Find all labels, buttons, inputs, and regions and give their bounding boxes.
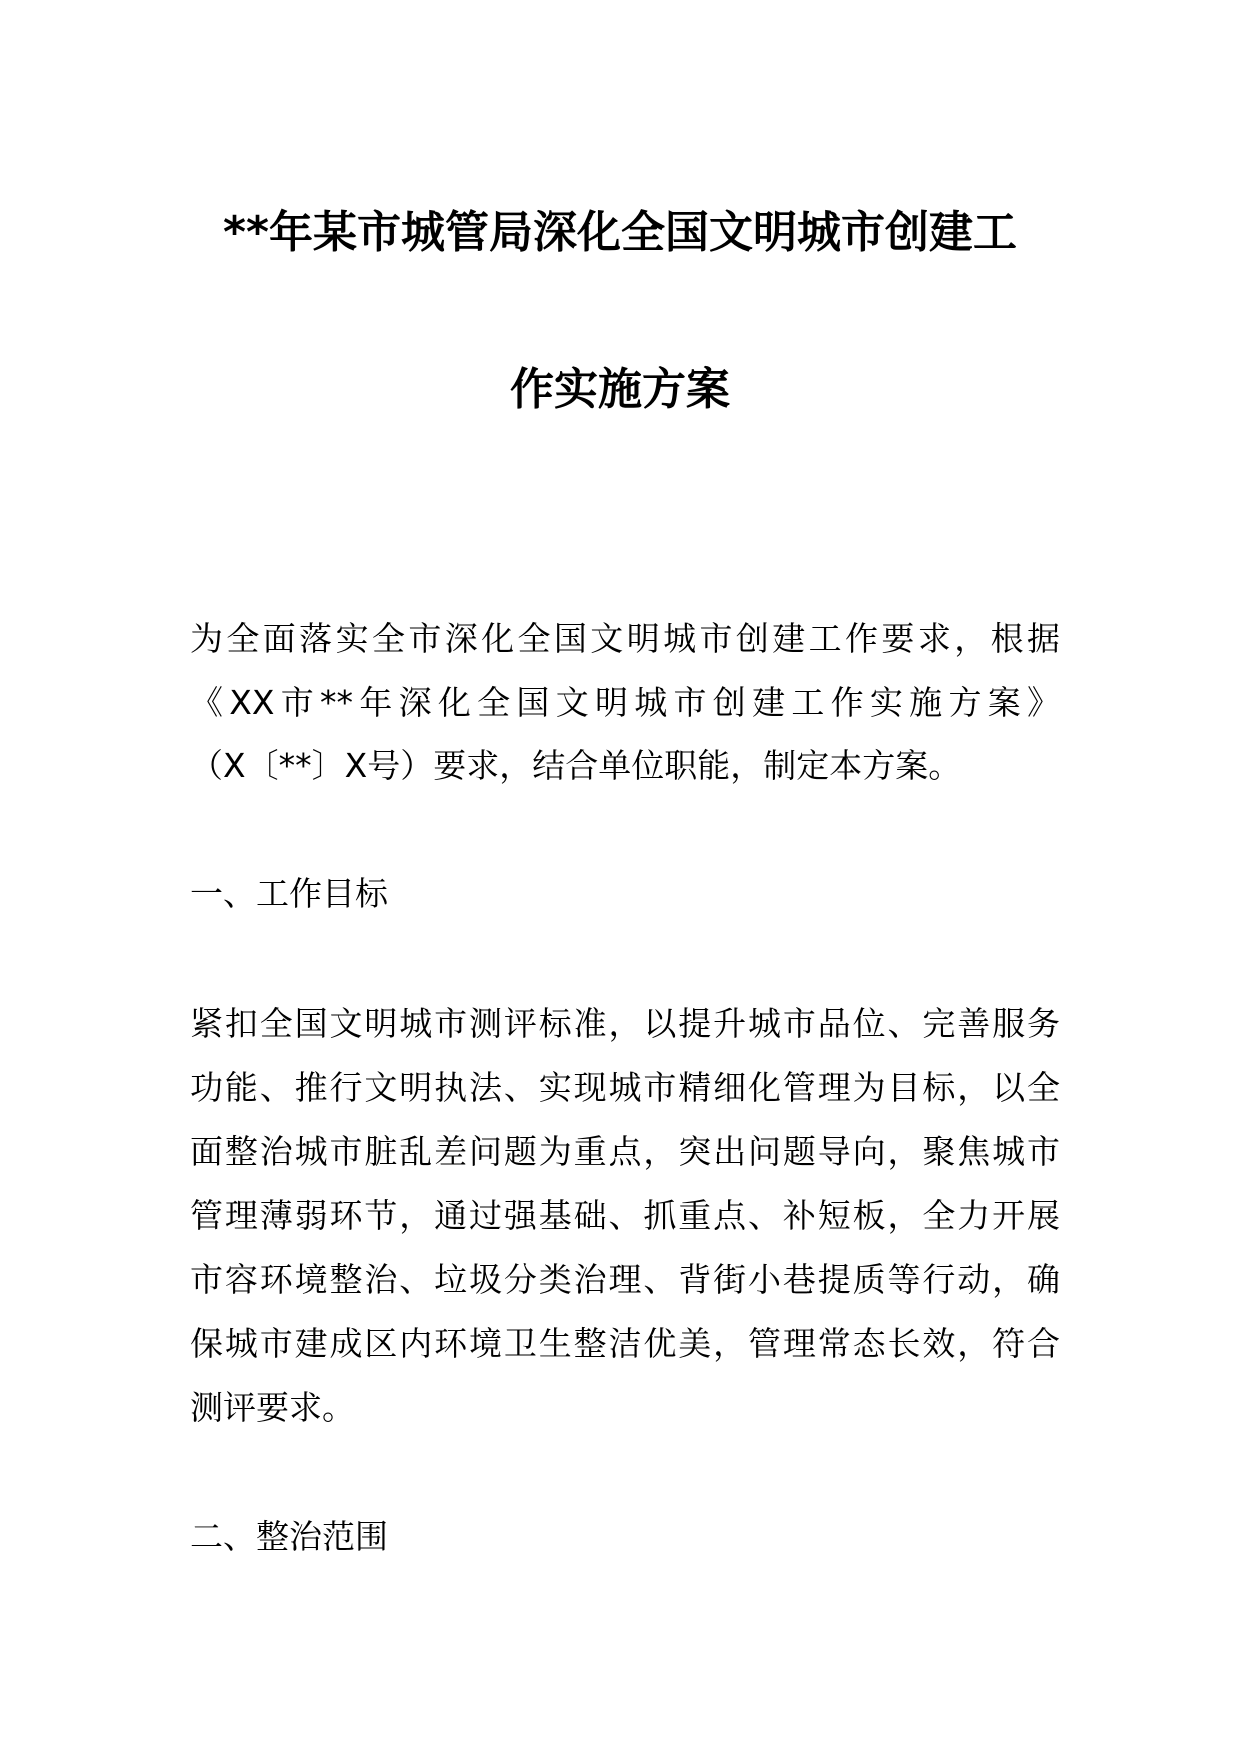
section-1-line-1: 紧扣全国文明城市测评标准，以提升城市品位、完善服务 xyxy=(190,1004,1060,1043)
section-1-line-7: 测评要求。 xyxy=(190,1388,355,1427)
document-title-line-2: 作实施方案 xyxy=(510,364,730,415)
section-1-line-4: 管理薄弱环节，通过强基础、抓重点、补短板，全力开展 xyxy=(190,1196,1060,1235)
section-1-line-2: 功能、推行文明执法、实现城市精细化管理为目标，以全 xyxy=(190,1068,1060,1107)
section-1-heading: 一、工作目标 xyxy=(190,874,388,913)
document-title-line-1: **年某市城管局深化全国文明城市创建工 xyxy=(222,207,1018,258)
section-1-line-5: 市容环境整治、垃圾分类治理、背街小巷提质等行动，确 xyxy=(190,1260,1060,1299)
section-1-line-3: 面整治城市脏乱差问题为重点，突出问题导向，聚焦城市 xyxy=(190,1132,1060,1171)
intro-line-3: （X〔**〕X号）要求，结合单位职能，制定本方案。 xyxy=(190,746,962,785)
intro-line-2: 《XX市**年深化全国文明城市创建工作实施方案》 xyxy=(190,683,1060,722)
intro-line-1: 为全面落实全市深化全国文明城市创建工作要求，根据 xyxy=(190,619,1060,658)
section-1-line-6: 保城市建成区内环境卫生整洁优美，管理常态长效，符合 xyxy=(190,1324,1060,1363)
section-2-heading: 二、整治范围 xyxy=(190,1517,388,1556)
